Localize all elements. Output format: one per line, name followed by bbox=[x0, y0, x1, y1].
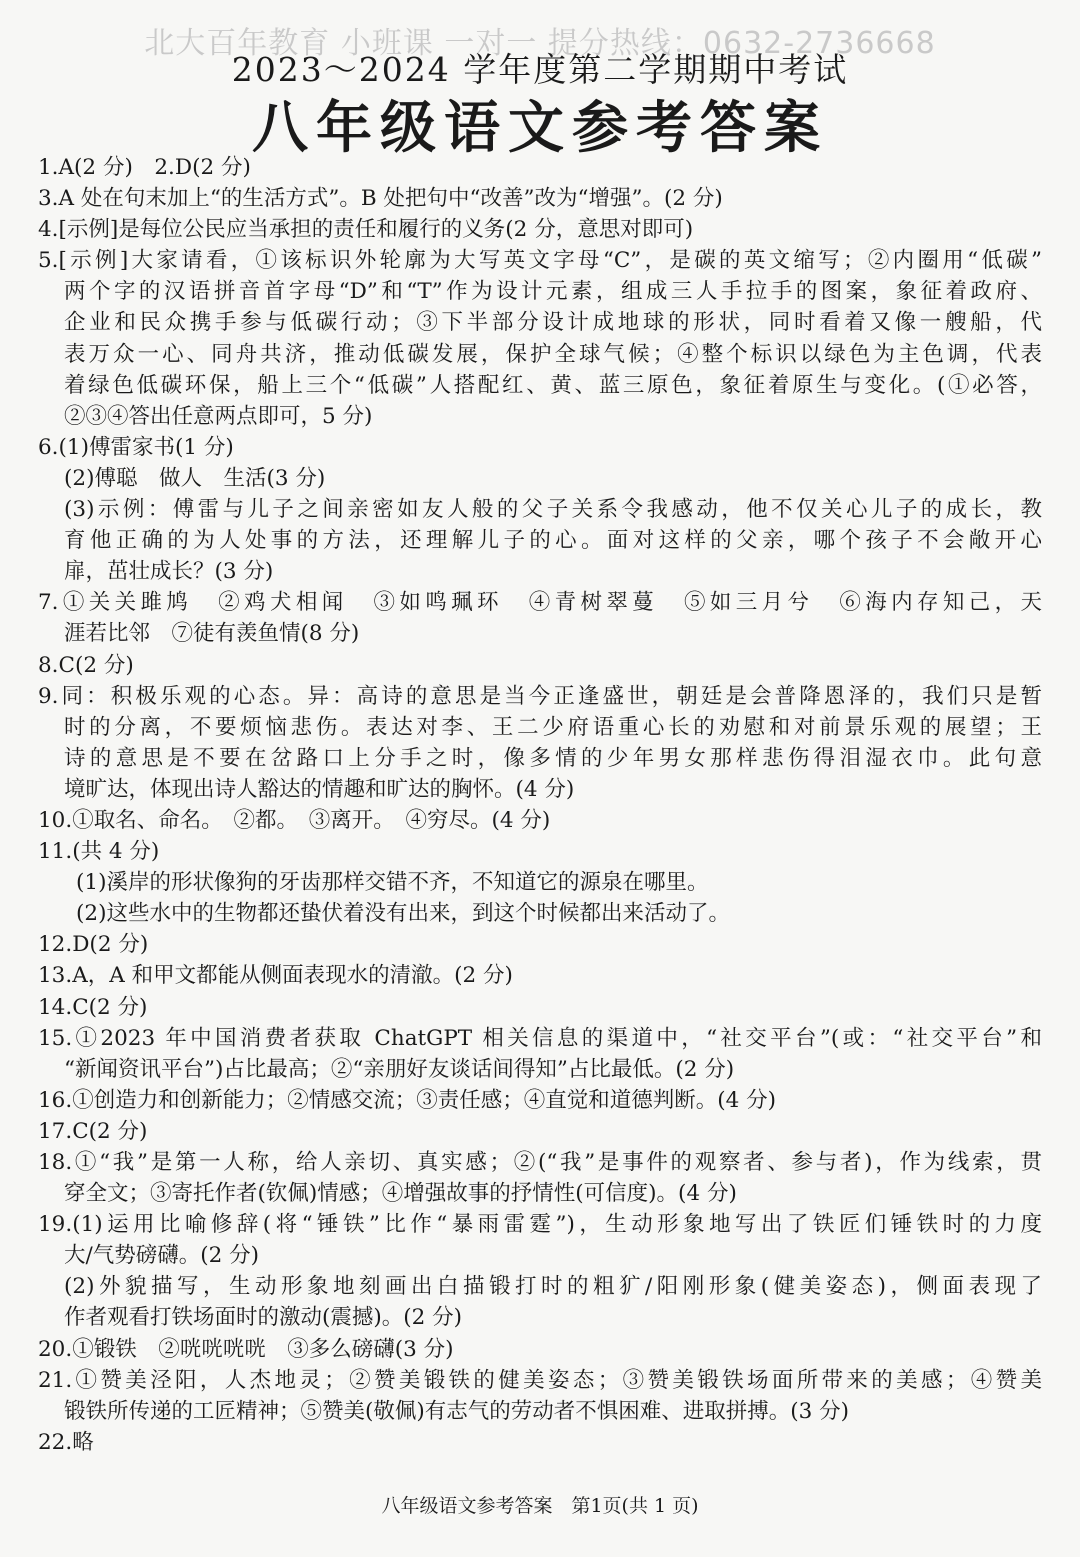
answer-line: 诗的意思是不要在岔路口上分手之时，像多情的少年男女那样悲伤得泪湿衣巾。此句意 bbox=[64, 745, 1042, 771]
answer-line: 大/气势磅礴。(2 分) bbox=[64, 1243, 260, 1269]
answer-line: (2)傅聪 做人 生活(3 分) bbox=[64, 465, 326, 491]
answer-line: 5.[示例]大家请看，①该标识外轮廓为大写英文字母“C”，是碳的英文缩写；②内圈用“低碳” bbox=[38, 248, 1042, 274]
answer-line: 10.①取名、命名。 ②都。 ③离开。 ④穷尽。(4 分) bbox=[38, 807, 551, 833]
answer-line: 21.①赞美泾阳，人杰地灵；②赞美锻铁的健美姿态；③赞美锻铁场面所带来的美感；④赞美 bbox=[38, 1367, 1042, 1393]
answer-line: 19.(1)运用比喻修辞(将“锤铁”比作“暴雨雷霆”)，生动形象地写出了铁匠们锤铁时的力度 bbox=[38, 1212, 1042, 1238]
answer-line: (2)这些水中的生物都还蛰伏着没有出来，到这个时候都出来活动了。 bbox=[76, 901, 730, 927]
answer-line: 锻铁所传递的工匠精神；⑤赞美(敬佩)有志气的劳动者不惧困难、进取拼搏。(3 分) bbox=[64, 1398, 850, 1424]
answer-line: 穿全文；③寄托作者(钦佩)情感；④增强故事的抒情性(可信度)。(4 分) bbox=[64, 1181, 737, 1207]
answer-line: 22.略 bbox=[38, 1429, 94, 1455]
answer-line: 6.(1)傅雷家书(1 分) bbox=[38, 434, 234, 460]
answer-line: 8.C(2 分) bbox=[38, 652, 134, 678]
answer-line: 14.C(2 分) bbox=[38, 994, 148, 1020]
answer-line: 7.①关关雎鸠 ②鸡犬相闻 ③如鸣珮环 ④青树翠蔓 ⑤如三月兮 ⑥海内存知己，天 bbox=[38, 590, 1042, 616]
answer-line: 15.①2023 年中国消费者获取 ChatGPT 相关信息的渠道中，“社交平台”(或：“社交平台”和 bbox=[38, 1025, 1042, 1051]
page-footer: 八年级语文参考答案 第1页(共 1 页) bbox=[381, 1495, 699, 1517]
answer-line: ②③④答出任意两点即可，5 分) bbox=[64, 403, 373, 429]
answer-line: 1.A(2 分) 2.D(2 分) bbox=[38, 155, 251, 180]
exam-title: 2023～2024 学年度第二学期期中考试 bbox=[231, 50, 849, 89]
answer-line: 18.①“我”是第一人称，给人亲切、真实感；②(“我”是事件的观察者、参与者)，作为线索，贯 bbox=[38, 1150, 1042, 1175]
answer-line: 9.同：积极乐观的心态。异：高诗的意思是当今正逢盛世，朝廷是会普降恩泽的，我们只是暂 bbox=[38, 683, 1042, 709]
answer-line: 3.A 处在句末加上“的生活方式”。B 处把句中“改善”改为“增强”。(2 分) bbox=[38, 186, 723, 212]
answer-line: 育他正确的为人处事的方法，还理解儿子的心。面对这样的父亲，哪个孩子不会敞开心 bbox=[64, 528, 1042, 554]
watermark-hotline: 北大百年教育 小班课 一对一 提分热线：0632-2736668 bbox=[144, 26, 936, 61]
answer-line: 作者观看打铁场面时的激动(震撼)。(2 分) bbox=[64, 1305, 463, 1331]
answer-line: 4.[示例]是每位公民应当承担的责任和履行的义务(2 分，意思对即可) bbox=[38, 217, 694, 243]
answer-list bbox=[38, 152, 1042, 1458]
answer-line: 着绿色低碳环保，船上三个“低碳”人搭配红、黄、蓝三原色，象征着原生与变化。(①必答， bbox=[64, 372, 1042, 398]
answer-line: 17.C(2 分) bbox=[38, 1118, 148, 1144]
answer-line: 13.A，A 和甲文都能从侧面表现水的清澈。(2 分) bbox=[38, 963, 513, 989]
answer-line: (3)示例：傅雷与儿子之间亲密如友人般的父子关系令我感动，他不仅关心儿子的成长，教 bbox=[64, 497, 1042, 523]
answer-line: 企业和民众携手参与低碳行动；③下半部分设计成地球的形状，同时看着又像一艘船，代 bbox=[64, 310, 1042, 336]
answer-line: 扉，茁壮成长？(3 分) bbox=[64, 559, 274, 585]
answer-line: “新闻资讯平台”)占比最高；②“亲朋好友谈话间得知”占比最低。(2 分) bbox=[64, 1056, 735, 1082]
answer-line: 时的分离，不要烦恼悲伤。表达对李、王二少府语重心长的劝慰和对前景乐观的展望；王 bbox=[64, 714, 1042, 740]
answer-line: 20.①锻铁 ②咣咣咣咣 ③多么磅礴(3 分) bbox=[38, 1336, 454, 1362]
document-title: 八年级语文参考答案 bbox=[252, 96, 828, 161]
answer-line: 12.D(2 分) bbox=[38, 932, 149, 958]
answer-line: 境旷达，体现出诗人豁达的情趣和旷达的胸怀。(4 分) bbox=[64, 776, 575, 802]
answer-line: (1)溪岸的形状像狗的牙齿那样交错不齐，不知道它的源泉在哪里。 bbox=[76, 870, 709, 896]
answer-line: (2)外貌描写，生动形象地刻画出白描锻打时的粗犷/阳刚形象(健美姿态)，侧面表现了 bbox=[64, 1274, 1042, 1300]
answer-line: 两个字的汉语拼音首字母“D”和“T”作为设计元素，组成三人手拉手的图案，象征着政府、 bbox=[64, 279, 1042, 305]
answer-line: 11.(共 4 分) bbox=[38, 839, 160, 865]
answer-line: 涯若比邻 ⑦徒有羡鱼情(8 分) bbox=[64, 621, 360, 647]
answer-line: 表万众一心、同舟共济，推动低碳发展，保护全球气候；④整个标识以绿色为主色调，代表 bbox=[64, 341, 1042, 367]
answer-line: 16.①创造力和创新能力；②情感交流；③责任感；④直觉和道德判断。(4 分) bbox=[38, 1087, 776, 1113]
